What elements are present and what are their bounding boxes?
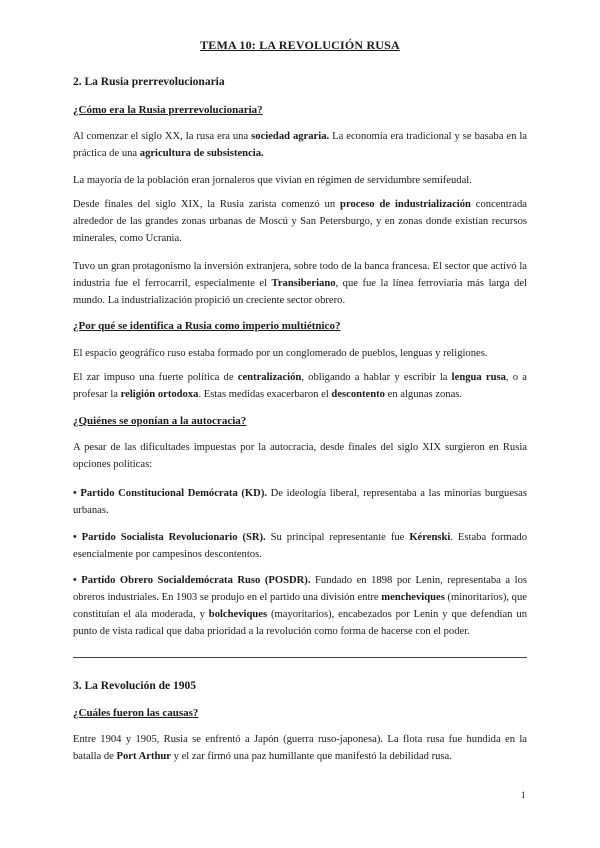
page-number: 1 [521,790,526,800]
paragraph: A pesar de las dificultades impuestas por la autocracia, desde finales del siglo XIX surgieron en Rusia opciones políticas: [73,442,527,470]
party-bullet: • Partido Obrero Socialdemócrata Ruso (POSDR). Fundado en 1898 por Lenin, representaba a los obreros industriales. En 1903 se produjo en el partido una división entre mencheviques (minoritarios), que constituían el ala moderada, y bolcheviques (mayoritarios), encabezados por Lenin y que defendían un punto de vista radical que daba prioridad a la revolución como forma de hacerse con el poder. [73,575,527,637]
question-heading: ¿Cómo era la Rusia prerrevolucionaria? [73,104,263,116]
paragraph: Desde finales del siglo XIX, la Rusia zarista comenzó un proceso de industrialización concentrada alrededor de las grandes zonas urbanas de Moscú y San Petersburgo, y en zonas donde existían recursos minerales, como Ucrania. [73,199,527,244]
question-heading: ¿Quiénes se oponían a la autocracia? [73,415,247,427]
section-heading-3: 3. La Revolución de 1905 [73,680,196,692]
party-bullet: • Partido Socialista Revolucionario (SR). Su principal representante fue Kérenski. Estaba formado esencialmente por campesinos descontentos. [73,532,528,560]
document-title: TEMA 10: LA REVOLUCIÓN RUSA [200,38,400,52]
paragraph: La mayoría de la población eran jornaleros que vivían en régimen de servidumbre semifeudal. [73,175,472,186]
section-divider [73,657,527,658]
paragraph: Al comenzar el siglo XX, la rusa era una sociedad agraria. La economía era tradicional y se basaba en la práctica de una agricultura de subsistencia. [73,131,527,159]
paragraph: El espacio geográfico ruso estaba formado por un conglomerado de pueblos, lenguas y religiones. [73,348,488,359]
party-bullet: • Partido Constitucional Demócrata (KD). De ideología liberal, representaba a las minorías burguesas urbanas. [73,488,527,516]
paragraph: Entre 1904 y 1905, Rusia se enfrentó a Japón (guerra ruso-japonesa). La flota rusa fue hundida en la batalla de Port Arthur y el zar firmó una paz humillante que manifestó la debilidad rusa. [73,734,527,762]
question-heading: ¿Cuáles fueron las causas? [73,707,199,719]
section-heading-2: 2. La Rusia prerrevolucionaria [73,76,225,88]
question-heading: ¿Por qué se identifica a Rusia como imperio multiétnico? [73,320,341,332]
paragraph: El zar impuso una fuerte política de centralización, obligando a hablar y escribir la lengua rusa, o a profesar la religión ortodoxa. Estas medidas exacerbaron el descontento en algunas zonas. [73,372,527,400]
paragraph: Tuvo un gran protagonismo la inversión extranjera, sobre todo de la banca francesa. El sector que activó la industria fue el ferrocarril, especialmente el Transiberiano, que fue la línea ferroviaria más larga del mundo. La industrialización propició un creciente sector obrero. [73,261,528,306]
